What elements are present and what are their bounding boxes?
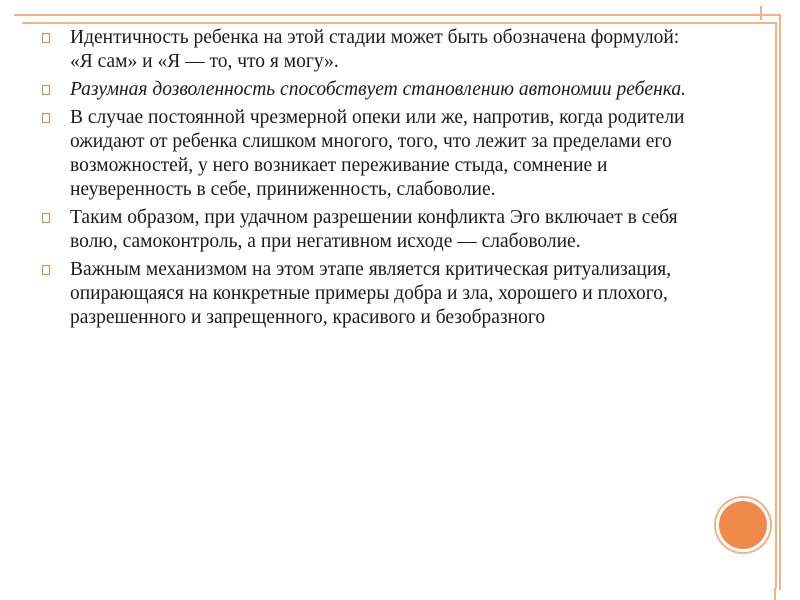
- bullet-item: [40, 106, 700, 202]
- bullet-marker-icon: [42, 85, 50, 95]
- bullet-marker-icon: [42, 265, 50, 275]
- bullet-text: В случае постоянной чрезмерной опеки или же, напротив, когда родители ожидают от ребенка слишком многого, того, что лежит за пределами его возможностей, у него возникает переживание стыда, сомнение и неуверенность в себе, приниженность, слабоволие.: [70, 107, 685, 200]
- decorative-frame-stub: [760, 6, 762, 20]
- slide-content: [40, 26, 700, 334]
- bullet-marker-icon: [42, 33, 50, 43]
- bullet-text: Идентичность ребенка на этой стадии может быть обозначена формулой: «Я сам» и «Я — то, что я могу».: [70, 27, 680, 72]
- bullet-item: [40, 26, 700, 74]
- bullet-text: Таким образом, при удачном разрешении конфликта Эго включает в себя волю, самоконтроль, а при негативном исходе — слабоволие.: [70, 207, 678, 252]
- bullet-text: Важным механизмом на этом этапе является критическая ритуализация, опирающаяся на конкретные примеры добра и зла, хорошего и плохого, разрешенного и запрещенного, красивого и безобразного: [70, 259, 672, 328]
- bullet-text: Разумная дозволенность способствует становлению автономии ребенка.: [70, 79, 687, 100]
- bullet-list: [40, 26, 700, 330]
- bullet-marker-icon: [42, 213, 50, 223]
- decorative-frame-stub: [774, 588, 776, 600]
- bullet-item: [40, 206, 700, 254]
- decorative-circle: [716, 498, 770, 552]
- bullet-marker-icon: [42, 113, 50, 123]
- bullet-item: [40, 258, 700, 330]
- bullet-item: [40, 78, 700, 102]
